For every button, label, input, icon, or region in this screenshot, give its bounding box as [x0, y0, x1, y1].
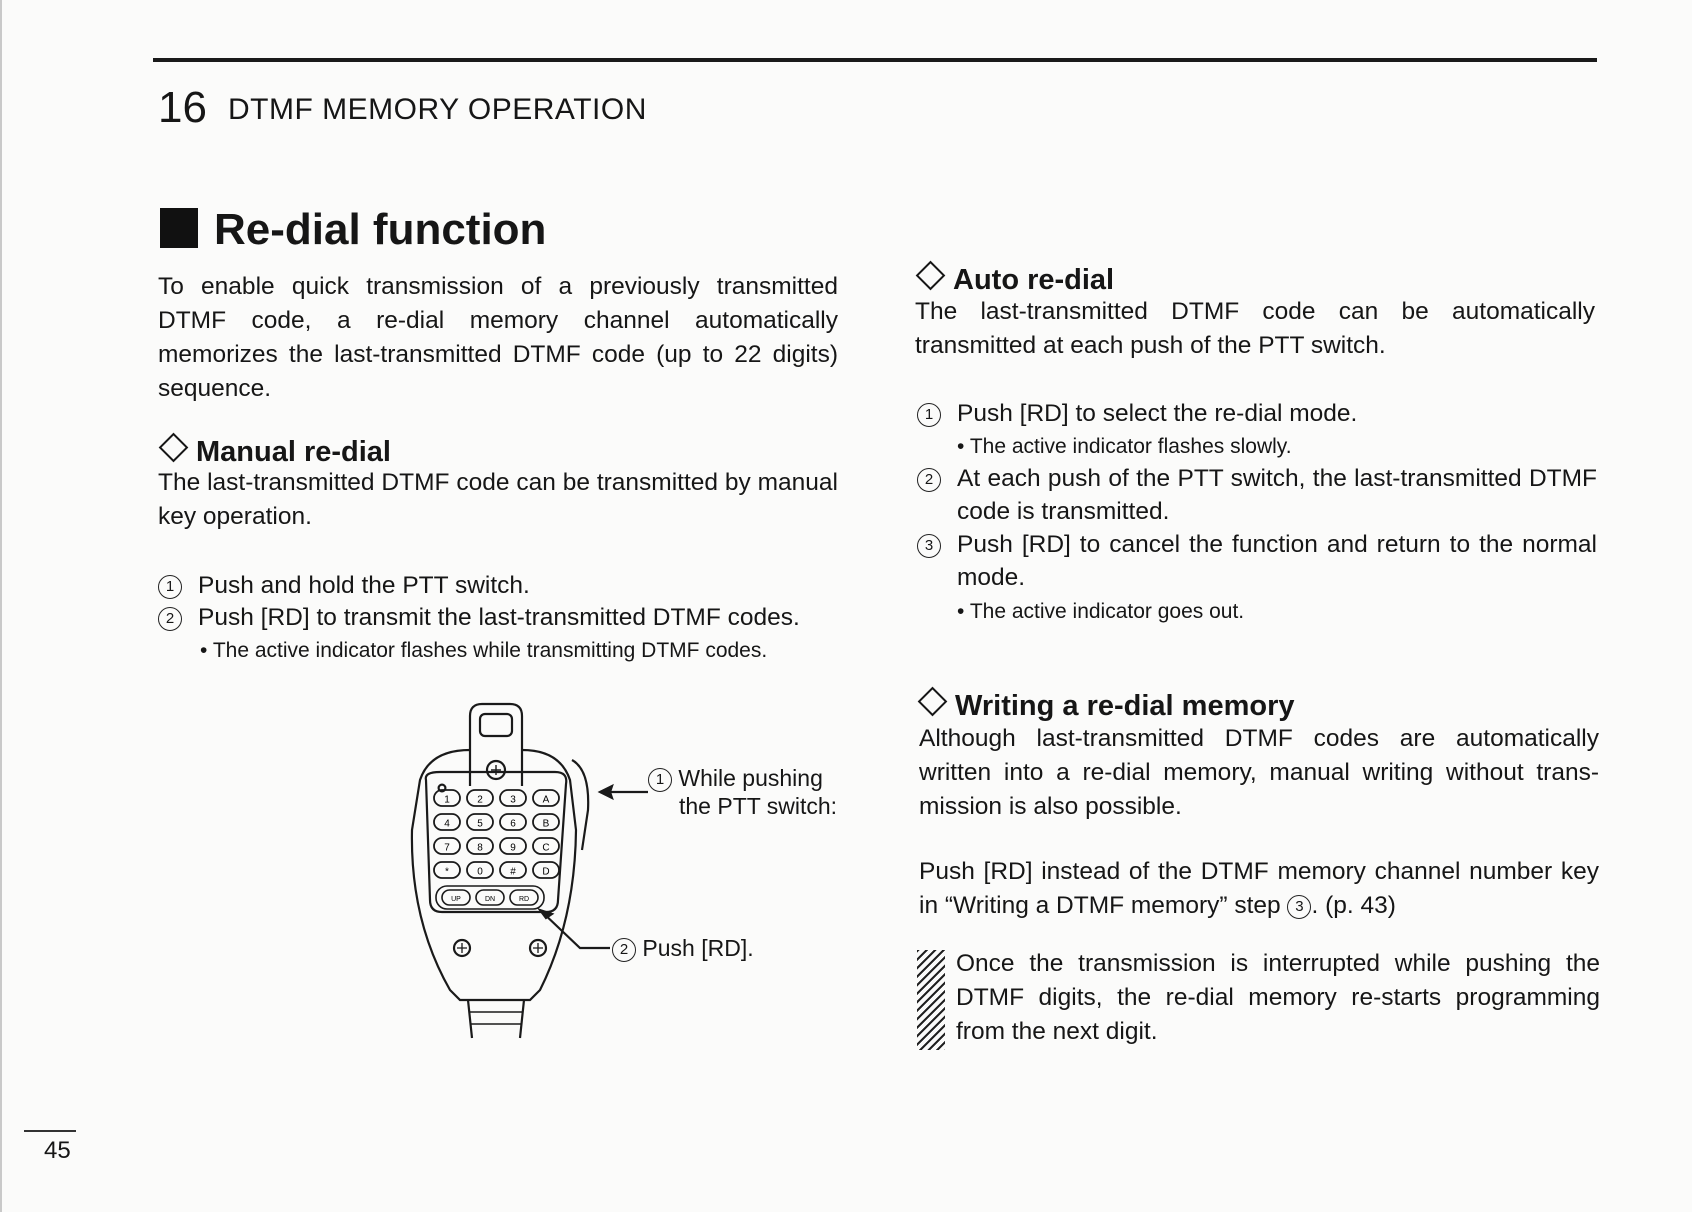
bullet-dot: • [957, 600, 970, 623]
callout-number: 1 [648, 768, 672, 792]
writing-body: Although last-transmitted DTMF codes are automatically written into a re-dial memory, manual writing without trans-mission is also possible. [919, 725, 1599, 820]
step-text: Push [RD] to transmit the last-transmitted DTMF codes. [198, 604, 800, 631]
step-number: 2 [917, 468, 941, 492]
keypad-key-label: 1 [444, 794, 450, 806]
step-text: At each push of the PTT switch, the last-transmitted DTMF code is transmitted. [957, 465, 1597, 525]
function-key-label: DN [484, 896, 496, 903]
callout-number: 2 [612, 938, 636, 962]
auto-step-3 [917, 528, 1597, 594]
step-text: Push [RD] to cancel the function and return to the normal mode. [957, 531, 1597, 591]
keypad [434, 790, 559, 909]
section-title-text: Re-dial function [214, 205, 547, 254]
microphone-illustration [400, 700, 880, 1040]
keypad-key-label: 4 [444, 818, 450, 830]
keypad-key-label: # [510, 866, 516, 878]
function-key-label: UP [451, 896, 461, 903]
auto-step-1 [917, 397, 1597, 430]
bullet-dot: • [200, 639, 213, 662]
callout-rd [612, 934, 754, 962]
callout-ptt [648, 764, 823, 792]
callout-ptt-line2: the PTT switch: [679, 793, 838, 819]
section-title [160, 204, 546, 256]
callout-rd-text: Push [RD]. [642, 935, 754, 961]
auto-redial-heading [915, 262, 1114, 298]
keypad-key-label: B [542, 818, 550, 830]
auto-step-2 [917, 462, 1597, 528]
keypad-key-label: 9 [510, 842, 516, 854]
manual-redial-heading [158, 434, 391, 470]
auto-bullet-2 [957, 597, 1244, 627]
writing-heading [917, 688, 1295, 724]
bullet-text: The active indicator goes out. [969, 600, 1245, 623]
keypad-key-label: D [542, 866, 550, 878]
callout-ptt-line1: While pushing [678, 765, 823, 791]
section-square-icon [160, 208, 198, 248]
step-text: Push and hold the PTT switch. [198, 572, 530, 599]
chapter-title: DTMF MEMORY OPERATION [228, 93, 647, 126]
step-number: 1 [158, 575, 182, 599]
keypad-key-label: 5 [477, 818, 483, 830]
keypad-key-label: 0 [477, 866, 483, 878]
keypad-key-label: * [445, 866, 449, 878]
step-number: 3 [917, 534, 941, 558]
page-number: 45 [44, 1137, 71, 1164]
bullet-dot: • [957, 435, 970, 458]
note-text: Once the transmission is interrupted while pushing the DTMF digits, the re-dial memory re-starts programming from the next digit. [956, 950, 1600, 1045]
keypad-key-label: 2 [477, 794, 483, 806]
writing-title: Writing a re-dial memory [955, 690, 1295, 722]
manual-step-2 [158, 601, 848, 634]
diamond-icon [159, 433, 189, 463]
diamond-icon [916, 261, 946, 291]
keypad-key-label: C [542, 842, 550, 854]
auto-redial-title: Auto re-dial [953, 264, 1115, 296]
page-edge [0, 0, 2, 1212]
manual-step-1 [158, 569, 848, 602]
manual-redial-title: Manual re-dial [196, 436, 391, 468]
keypad-key-label: A [542, 794, 550, 806]
auto-bullet-1 [957, 432, 1292, 462]
step-text: Push [RD] to select the re-dial mode. [957, 400, 1358, 427]
page-number-rule [24, 1130, 76, 1132]
bullet-text: The active indicator flashes while transmitting DTMF codes. [212, 639, 768, 662]
bullet-text: The active indicator flashes slowly. [969, 435, 1292, 458]
step-number: 1 [917, 403, 941, 427]
header-rule [153, 58, 1597, 62]
keypad-key-label: 6 [510, 818, 516, 830]
auto-redial-body: The last-transmitted DTMF code can be automatically transmitted at each push of the PTT switch. [915, 298, 1595, 359]
manual-redial-body: The last-transmitted DTMF code can be transmitted by manual key operation. [158, 469, 838, 530]
keypad-key-label: 8 [477, 842, 483, 854]
note-icon [917, 950, 945, 1050]
function-key-label: RD [518, 896, 530, 903]
step-number: 2 [158, 607, 182, 631]
diamond-icon [918, 687, 948, 717]
intro-paragraph: To enable quick transmission of a previously transmitted DTMF code, a re-dial memory channel automatically memorizes the last-transmitted DTMF code (up to 22 digits) sequence. [158, 273, 838, 402]
step-reference: 3 [1287, 895, 1311, 919]
keypad-key-label: 7 [444, 842, 450, 854]
chapter-number: 16 [158, 83, 207, 132]
writing-body-2-text: Push [RD] instead of the DTMF memory channel number key in “Writing a DTMF memory” step [919, 858, 1599, 919]
writing-body-2-ref: . (p. 43) [1311, 892, 1396, 919]
manual-bullet [200, 636, 767, 666]
keypad-key-label: 3 [510, 794, 516, 806]
writing-body-2 [919, 855, 1599, 923]
